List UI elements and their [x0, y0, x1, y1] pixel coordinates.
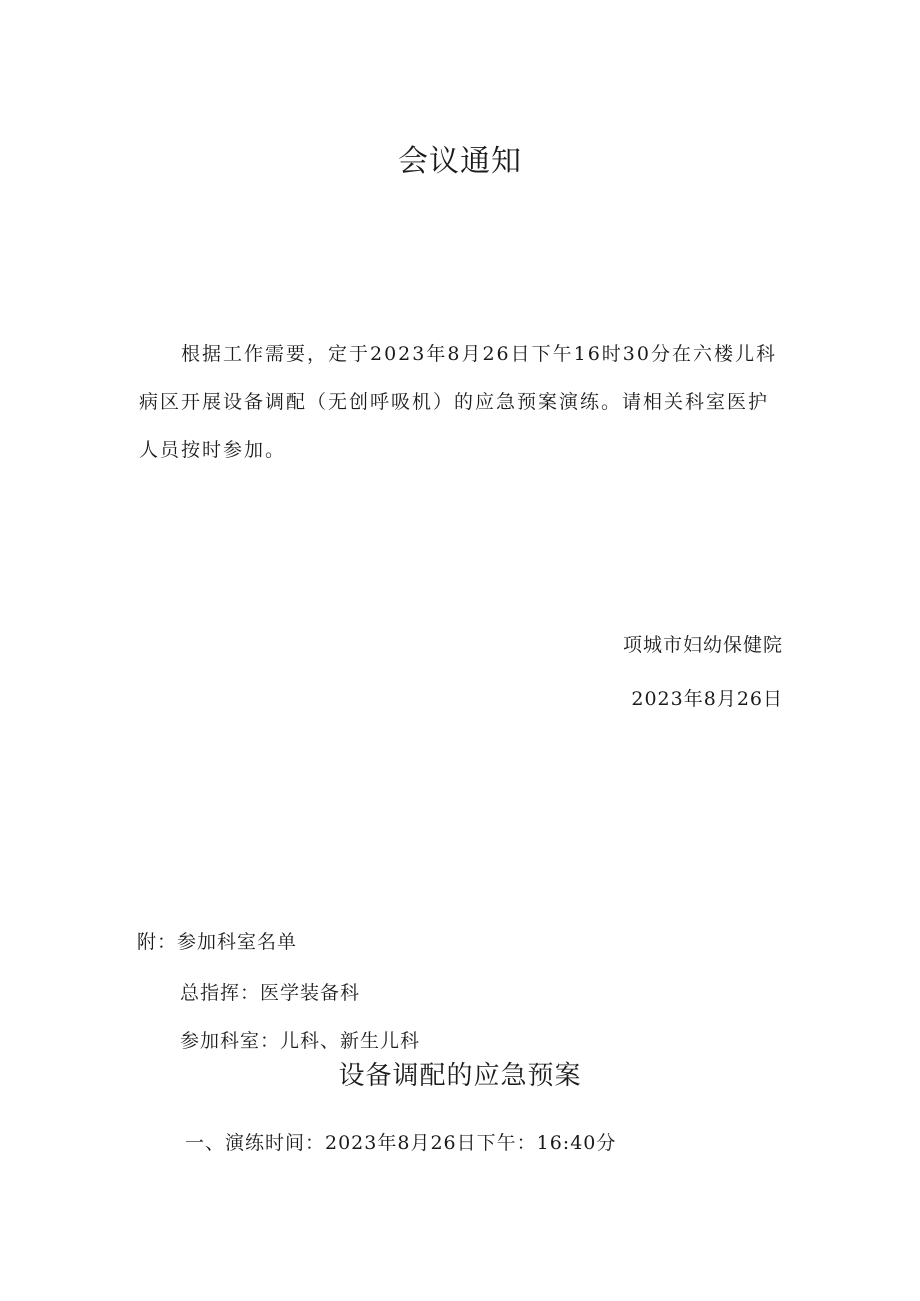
notice-body: 根据工作需要，定于2023年8月26日下午16时30分在六楼儿科病区开展设备调配（无创呼吸机）的应急预案演练。请相关科室医护人员按时参加。 — [139, 343, 777, 461]
annex-departments: 参加科室：儿科、新生儿科 — [180, 1030, 421, 1052]
annex-commander: 总指挥：医学装备科 — [180, 982, 361, 1004]
signature-organization: 项城市妇幼保健院 — [622, 634, 783, 656]
annex-heading: 附：参加科室名单 — [137, 931, 298, 953]
notice-title: 会议通知 — [398, 144, 522, 179]
signature-date: 2023年8月26日 — [631, 688, 783, 710]
plan-title: 设备调配的应急预案 — [338, 1061, 582, 1091]
plan-item-time: 一、演练时间：2023年8月26日下午：16:40分 — [185, 1132, 617, 1154]
